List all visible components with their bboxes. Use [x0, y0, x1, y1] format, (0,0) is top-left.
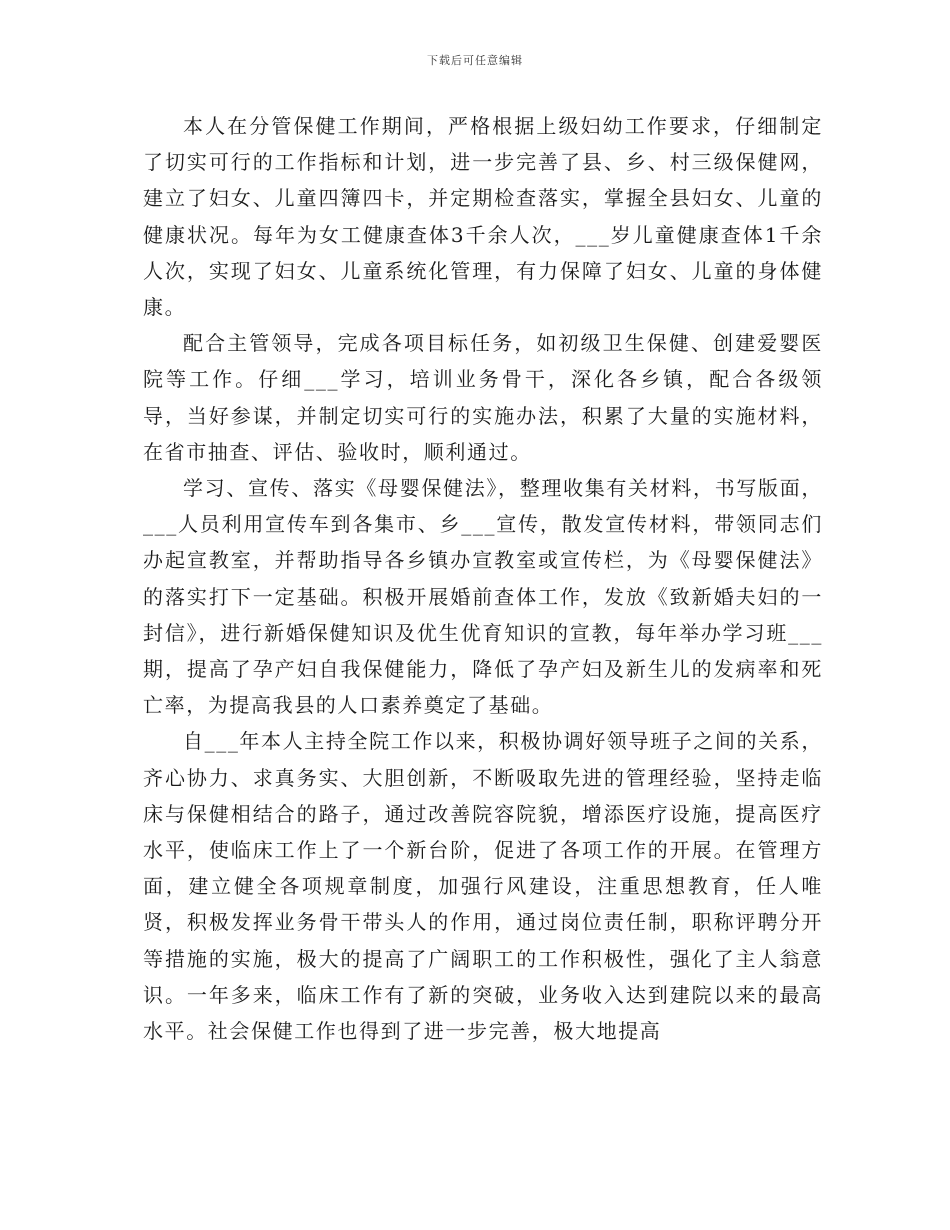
- document-body: [143, 108, 823, 1049]
- header-note: 下载后可任意编辑: [427, 54, 523, 67]
- paragraph-4: 自___年本人主持全院工作以来，积极协调好领导班子之间的关系，齐心协力、求真务实、大胆创新，不断吸取先进的管理经验，坚持走临床与保健相结合的路子，通过改善院容院貌，增添医疗设施，提高医疗水平，使临床工作上了一个新台阶，促进了各项工作的开展。在管理方面，建立健全各项规章制度，加强行风建设，注重思想教育，任人唯贤，积极发挥业务骨干带头人的作用，通过岗位责任制，职称评聘分开等措施的实施，极大的提高了广阔职工的工作积极性，强化了主人翁意识。一年多来，临床工作有了新的突破，业务收入达到建院以来的最高水平。社会保健工作也得到了进一步完善，极大地提高: [143, 729, 823, 1044]
- paragraph-3: 学习、宣传、落实《母婴保健法》，整理收集有关材料，书写版面，___人员利用宣传车到各集市、乡___宣传，散发宣传材料，带领同志们办起宣教室，并帮助指导各乡镇办宣教室或宣传栏，为《母婴保健法》的落实打下一定基础。积极开展婚前查体工作，发放《致新婚夫妇的一封信》，进行新婚保健知识及优生优育知识的宣教，每年举办学习班___期，提高了孕产妇自我保健能力，降低了孕产妇及新生儿的发病率和死亡率，为提高我县的人口素养奠定了基础。: [143, 476, 823, 718]
- paragraph-1: 本人在分管保健工作期间，严格根据上级妇幼工作要求，仔细制定了切实可行的工作指标和计划，进一步完善了县、乡、村三级保健网，建立了妇女、儿童四簿四卡，并定期检查落实，掌握全县妇女、儿童的健康状况。每年为女工健康查体3千余人次，___岁儿童健康查体1千余人次，实现了妇女、儿童系统化管理，有力保障了妇女、儿童的身体健康。: [143, 114, 823, 320]
- paragraph-2: 配合主管领导，完成各项目标任务，如初级卫生保健、创建爱婴医院等工作。仔细___学习，培训业务骨干，深化各乡镇，配合各级领导，当好参谋，并制定切实可行的实施办法，积累了大量的实施材料，在省市抽查、评估、验收时，顺利通过。: [143, 331, 823, 464]
